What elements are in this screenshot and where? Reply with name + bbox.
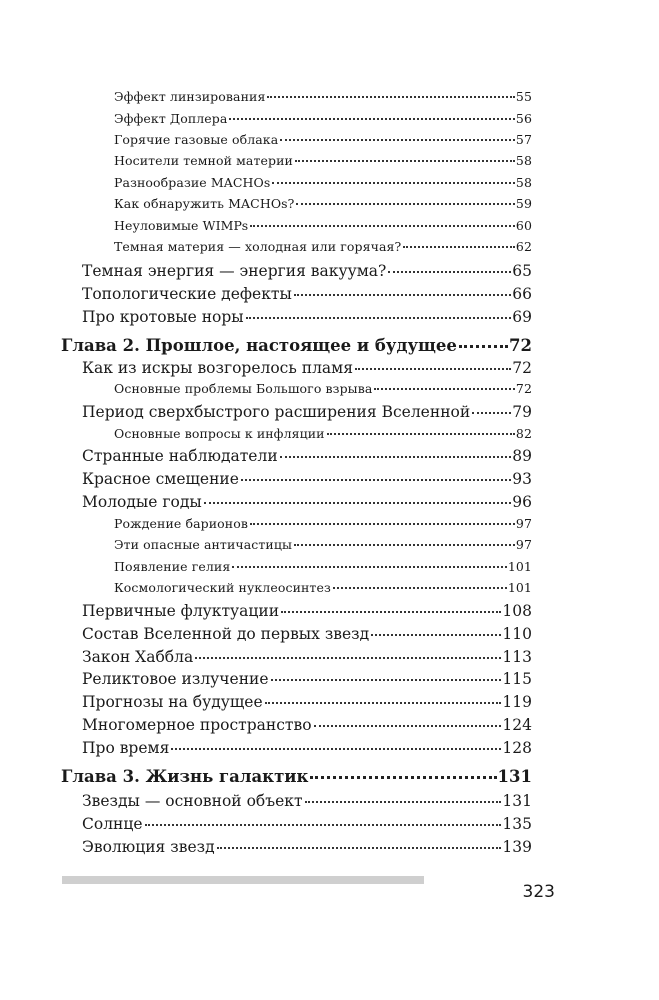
toc-chapter [61,336,532,355]
toc-entry-page: 58 [515,153,532,168]
toc-entry-page: 97 [515,537,532,552]
toc-entry-title: Состав Вселенной до первых звезд [82,625,370,643]
toc-entry-page: 93 [512,470,532,488]
toc-entry-page: 119 [502,693,532,711]
toc-entry-title: Как обнаружить MACHOs? [114,196,295,211]
toc-entry-page: 56 [515,111,532,126]
toc-entry-title: Красное смещение [82,470,239,488]
toc-entry [82,815,532,833]
leader-dots [267,96,514,98]
toc-entry-title: Закон Хаббла [82,648,194,666]
toc-entry-title: Как из искры возгорелось пламя [82,359,353,377]
leader-dots [333,587,507,589]
leader-dots [296,203,514,205]
leader-dots [403,246,515,248]
toc-entry-title: Топологические дефекты [82,285,292,303]
toc-entry-page: 131 [502,792,532,810]
toc-entry-page: 72 [512,359,532,377]
toc-entry [82,262,532,280]
leader-dots [250,225,515,227]
toc-entry-title: Период сверхбыстрого расширения Вселенной [82,403,471,421]
leader-dots [355,368,511,370]
toc-entry-title: Горячие газовые облака [114,132,279,147]
toc-entry [82,403,532,421]
toc-entry-page: 82 [515,426,532,441]
leader-dots [241,479,511,481]
leader-dots [229,118,514,120]
toc-entry [114,239,532,254]
footer-rule [62,876,424,884]
toc-chapter-title: Глава 2. Прошлое, настоящее и будущее [61,336,457,355]
leader-dots [271,679,502,681]
toc-entry-title: Космологический нуклеосинтез [114,580,331,595]
leader-dots [171,748,501,750]
toc-entry-title: Неуловимые WIMPs [114,218,249,233]
toc-entry [82,693,532,711]
toc-entry-page: 60 [515,218,532,233]
toc-entry-page: 96 [512,493,532,511]
leader-dots [310,776,496,779]
toc-entry [114,516,532,531]
toc-entry [114,89,532,104]
leader-dots [314,725,502,727]
toc-entry-title: Эффект линзирования [114,89,266,104]
leader-dots [459,345,508,348]
toc-entry-title: Рождение барионов [114,516,248,531]
leader-dots [327,433,515,435]
toc-entry-page: 113 [502,648,532,666]
leader-dots [250,523,515,525]
toc-entry [82,470,532,488]
leader-dots [272,182,514,184]
toc-entry-title: Разнообразие MACHOs [114,175,271,190]
toc-entry [82,308,532,326]
toc-chapter-title: Глава 3. Жизнь галактик [61,767,309,786]
toc-entry [82,792,532,810]
leader-dots [265,702,502,704]
toc-entry-title: Многомерное пространство [82,716,312,734]
toc-entry-page: 59 [515,196,532,211]
toc-entry [82,447,532,465]
toc-entry [114,111,532,126]
toc-entry [114,153,532,168]
toc-chapter [61,767,532,786]
toc-entry-title: Появление гелия [114,559,231,574]
toc-entry [82,285,532,303]
leader-dots [374,388,514,390]
toc-entry-page: 62 [515,239,532,254]
leader-dots [295,160,515,162]
leader-dots [388,271,511,273]
toc-entry [114,426,532,441]
toc-entry [114,218,532,233]
toc-entry [114,537,532,552]
toc-entry-page: 108 [502,602,532,620]
toc-chapter-page: 131 [497,767,532,786]
toc-entry-page: 128 [502,739,532,757]
leader-dots [204,502,512,504]
toc-entry-title: Первичные флуктуации [82,602,280,620]
toc-entry [82,493,532,511]
toc-entry [82,716,532,734]
toc-entry-title: Молодые годы [82,493,202,511]
toc-entry-title: Темная энергия — энергия вакуума? [82,262,387,280]
leader-dots [280,456,512,458]
toc-entry-page: 110 [502,625,532,643]
toc-entry-page: 65 [512,262,532,280]
toc-entry-title: Про кротовые норы [82,308,244,326]
toc-entry [114,132,532,147]
toc-entry-page: 115 [502,670,532,688]
leader-dots [281,611,501,613]
toc-entry-title: Странные наблюдатели [82,447,278,465]
toc-entry-page: 97 [515,516,532,531]
toc-entry-title: Эти опасные античастицы [114,537,293,552]
toc-entry-page: 135 [502,815,532,833]
toc-entry [82,739,532,757]
toc-entry-page: 101 [507,559,532,574]
toc-entry [82,648,532,666]
toc-entry-page: 139 [502,838,532,856]
toc-entry-page: 66 [512,285,532,303]
leader-dots [246,317,512,319]
toc-entry [82,359,532,377]
toc-entry-title: Прогнозы на будущее [82,693,263,711]
toc-entry-page: 79 [512,403,532,421]
leader-dots [371,634,501,636]
toc-entry-title: Реликтовое излучение [82,670,269,688]
toc-entry-title: Основные вопросы к инфляции [114,426,325,441]
leader-dots [217,847,502,849]
toc-entry [114,559,532,574]
toc-entry [82,838,532,856]
toc-entry-page: 101 [507,580,532,595]
toc-entry [114,381,532,396]
leader-dots [195,657,501,659]
page-number: 323 [522,882,555,902]
toc-entry-page: 124 [502,716,532,734]
leader-dots [232,566,507,568]
toc-entry-page: 55 [515,89,532,104]
toc-entry-title: Эффект Доплера [114,111,228,126]
leader-dots [145,824,502,826]
toc-entry-title: Про время [82,739,170,757]
leader-dots [294,544,515,546]
toc-chapter-page: 72 [509,336,532,355]
toc-entry [82,670,532,688]
leader-dots [280,139,515,141]
toc-entry-page: 58 [515,175,532,190]
toc-entry-title: Солнце [82,815,143,833]
toc-entry-page: 89 [512,447,532,465]
toc-entry-title: Основные проблемы Большого взрыва [114,381,373,396]
leader-dots [294,294,511,296]
toc-entry-title: Эволюция звезд [82,838,215,856]
toc-entry-title: Темная материя — холодная или горячая? [114,239,402,254]
toc-entry [114,196,532,211]
leader-dots [472,412,511,414]
toc-entry-title: Носители темной материи [114,153,293,168]
toc-entry [114,580,532,595]
toc-entry [82,602,532,620]
leader-dots [305,801,502,803]
toc-entry-page: 72 [515,381,532,396]
toc-entry [82,625,532,643]
toc-entry-page: 69 [512,308,532,326]
toc-entry [114,175,532,190]
toc-entry-title: Звезды — основной объект [82,792,303,810]
toc-entry-page: 57 [515,132,532,147]
